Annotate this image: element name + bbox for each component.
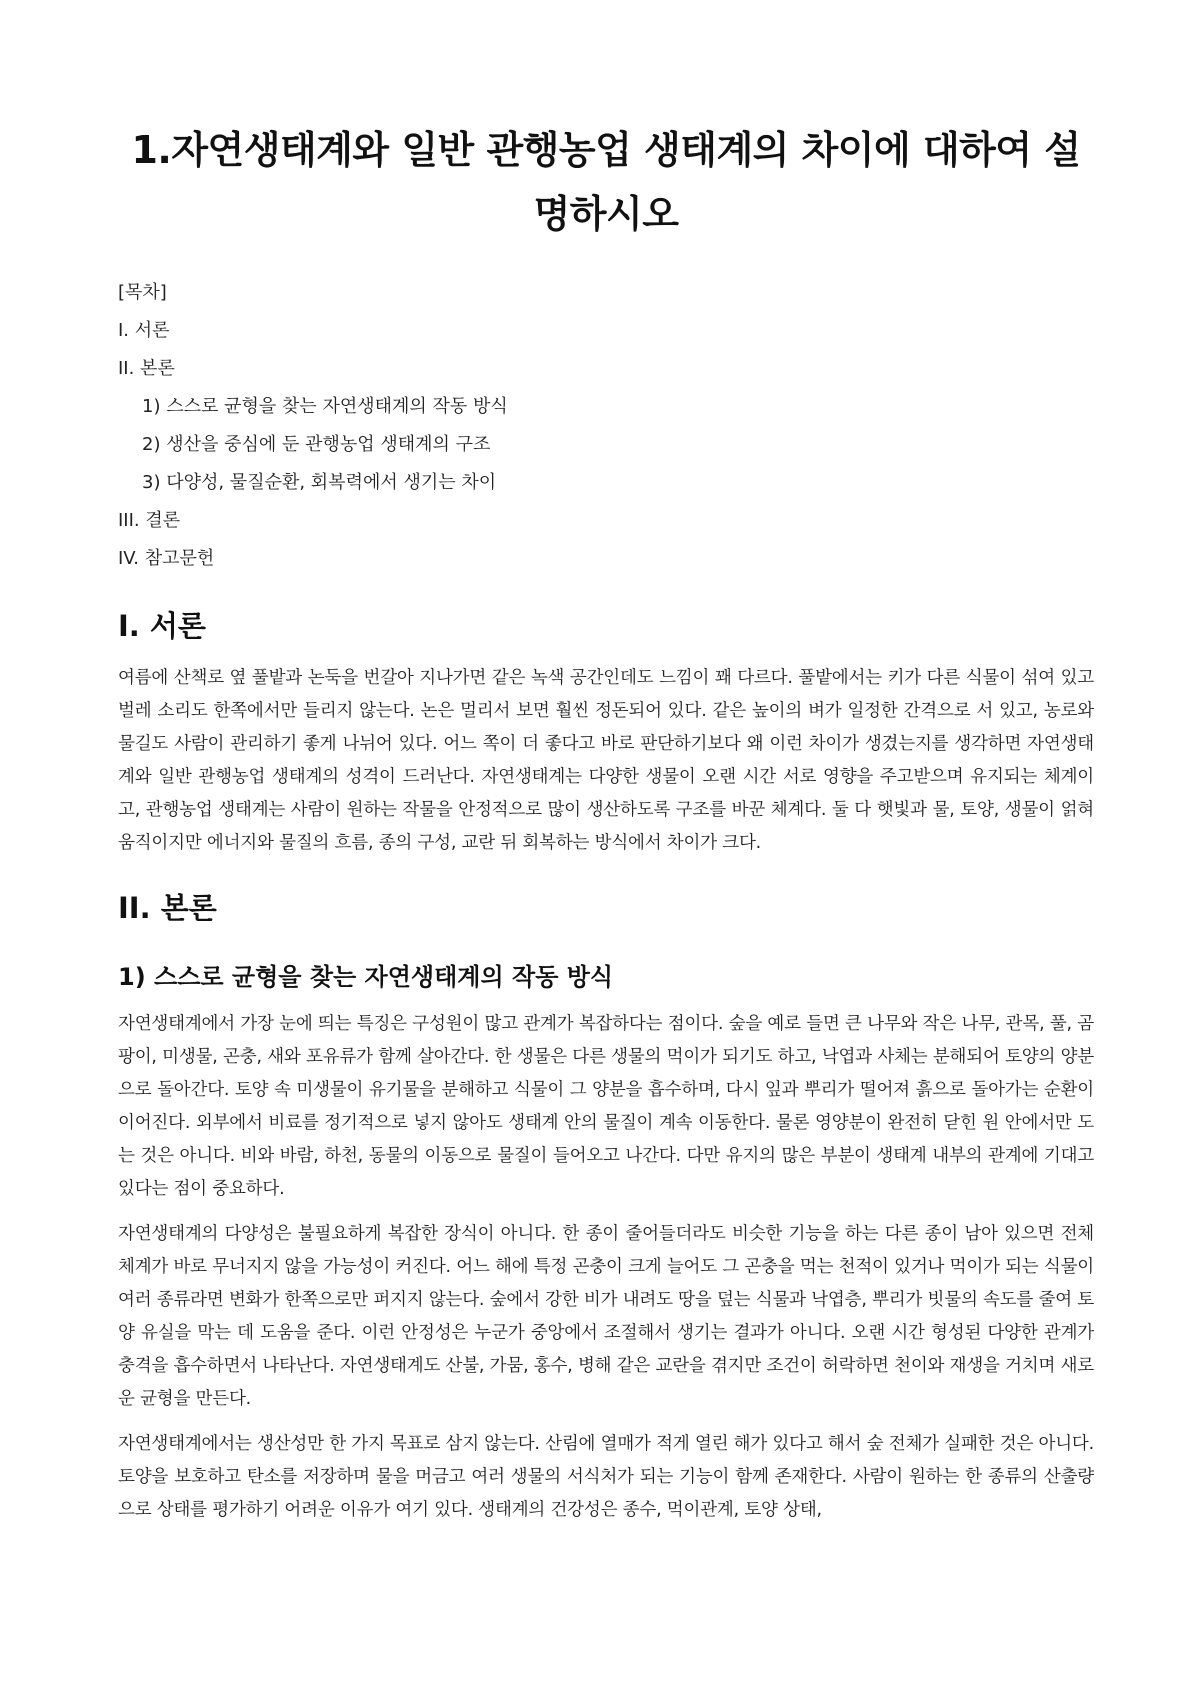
toc-item-body-1: 1) 스스로 균형을 찾는 자연생태계의 작동 방식 <box>142 396 508 417</box>
toc-item-conclusion: III. 결론 <box>118 510 181 531</box>
section-heading-introduction: I. 서론 <box>118 609 206 643</box>
toc-item-introduction: I. 서론 <box>118 320 170 341</box>
section-heading-body: II. 본론 <box>118 891 217 925</box>
toc-item-body-2: 2) 생산을 중심에 둔 관행농업 생태계의 구조 <box>142 434 491 455</box>
table-of-contents <box>118 274 1094 578</box>
toc-heading: [목차] <box>118 282 167 303</box>
toc-item-body-3: 3) 다양성, 물질순환, 회복력에서 생기는 차이 <box>142 472 497 493</box>
paragraph: 자연생태계의 다양성은 불필요하게 복잡한 장식이 아니다. 한 종이 줄어들더라도 비슷한 기능을 하는 다른 종이 남아 있으면 전체 체계가 바로 무너지지 않을 가능성이 커진다. 어느 해에 특정 곤충이 크게 늘어도 그 곤충을 먹는 천적이 있거나 먹이가 되는 식물이 여러 종류라면 변화가 한쪽으로만 퍼지지 않는다. 숲에서 강한 비가 내려도 땅을 덮는 식물과 낙엽층, 뿌리가 빗물의 속도를 줄여 토양 유실을 막는 데 도움을 준다. 이런 안정성은 누군가 중앙에서 조절해서 생기는 결과가 아니다. 오랜 시간 형성된 다양한 관계가 충격을 흡수하면서 나타난다. 자연생태계도 산불, 가뭄, 홍수, 병해 같은 교란을 겪지만 조건이 허락하면 천이와 재생을 거치며 새로운 균형을 만든다. <box>118 1224 1094 1409</box>
toc-item-body: II. 본론 <box>118 358 175 379</box>
subsection-heading-body-1: 1) 스스로 균형을 찾는 자연생태계의 작동 방식 <box>118 963 614 991</box>
section-introduction <box>118 606 1094 860</box>
toc-item-references: IV. 참고문헌 <box>118 548 215 569</box>
document-title: 1.자연생태계와 일반 관행농업 생태계의 차이에 대하여 설명하시오 <box>131 128 1081 236</box>
paragraph: 여름에 산책로 옆 풀밭과 논둑을 번갈아 지나가면 같은 녹색 공간인데도 느낌이 꽤 다르다. 풀밭에서는 키가 다른 식물이 섞여 있고 벌레 소리도 한쪽에서만 들리지 않는다. 논은 멀리서 보면 훨씬 정돈되어 있다. 같은 높이의 벼가 일정한 간격으로 서 있고, 농로와 물길도 사람이 관리하기 좋게 나뉘어 있다. 어느 쪽이 더 좋다고 바로 판단하기보다 왜 이런 차이가 생겼는지를 생각하면 자연생태계와 일반 관행농업 생태계의 성격이 드러난다. 자연생태계는 다양한 생물이 오랜 시간 서로 영향을 주고받으며 유지되는 체계이고, 관행농업 생태계는 사람이 원하는 작물을 안정적으로 많이 생산하도록 구조를 바꾼 체계다. 둘 다 햇빛과 물, 토양, 생물이 얽혀 움직이지만 에너지와 물질의 흐름, 종의 구성, 교란 뒤 회복하는 방식에서 차이가 크다. <box>118 668 1094 853</box>
section-body <box>118 888 1094 1527</box>
paragraph: 자연생태계에서 가장 눈에 띄는 특징은 구성원이 많고 관계가 복잡하다는 점이다. 숲을 예로 들면 큰 나무와 작은 나무, 관목, 풀, 곰팡이, 미생물, 곤충, 새와 포유류가 함께 살아간다. 한 생물은 다른 생물의 먹이가 되기도 하고, 낙엽과 사체는 분해되어 토양의 양분으로 돌아간다. 토양 속 미생물이 유기물을 분해하고 식물이 그 양분을 흡수하며, 다시 잎과 뿌리가 떨어져 흙으로 돌아가는 순환이 이어진다. 외부에서 비료를 정기적으로 넣지 않아도 생태계 안의 물질이 계속 이동한다. 물론 영양분이 완전히 닫힌 원 안에서만 도는 것은 아니다. 비와 바람, 하천, 동물의 이동으로 물질이 들어오고 나간다. 다만 유지의 많은 부분이 생태계 내부의 관계에 기대고 있다는 점이 중요하다. <box>118 1014 1094 1199</box>
paragraph: 자연생태계에서는 생산성만 한 가지 목표로 삼지 않는다. 산림에 열매가 적게 열린 해가 있다고 해서 숲 전체가 실패한 것은 아니다. 토양을 보호하고 탄소를 저장하며 물을 머금고 여러 생물의 서식처가 되는 기능이 함께 존재한다. 사람이 원하는 한 종류의 산출량으로 상태를 평가하기 어려운 이유가 여기 있다. 생태계의 건강성은 종수, 먹이관계, 토양 상태, <box>118 1434 1094 1520</box>
